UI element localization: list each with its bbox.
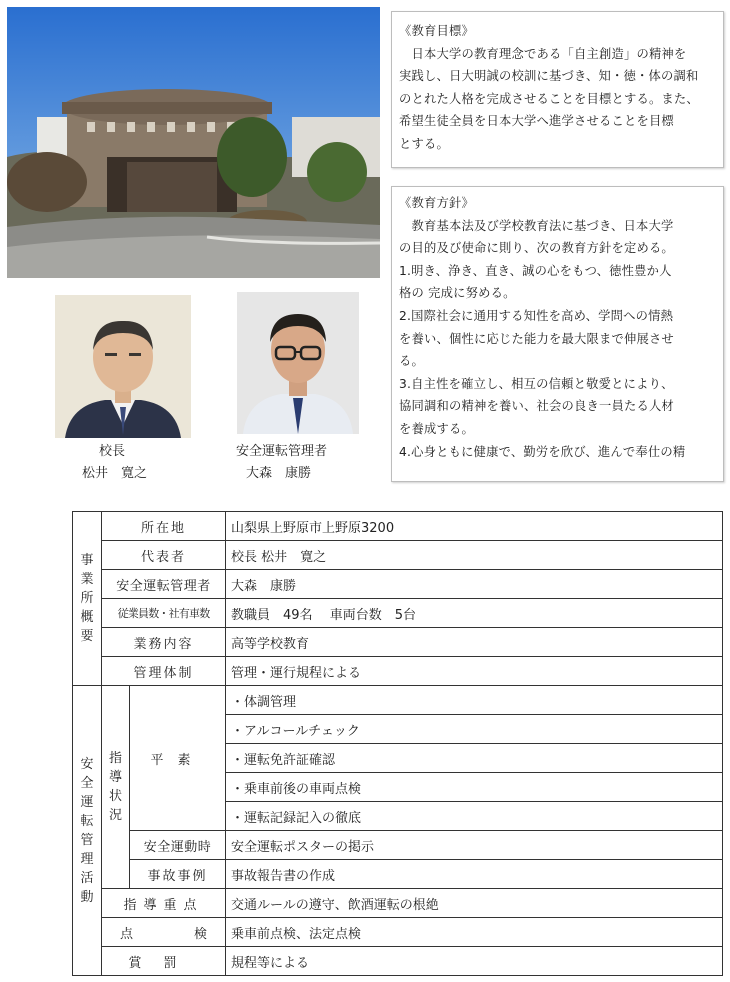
row-label-business: 業務内容 bbox=[102, 628, 226, 657]
table-row bbox=[73, 918, 723, 947]
row-value-representative: 校長 松井 寛之 bbox=[226, 541, 723, 570]
row-label-inspection: 点検 bbox=[102, 918, 226, 947]
table-row bbox=[73, 947, 723, 976]
goal-line: 実践し、日大明誠の校訓に基づき、知・徳・体の調和 bbox=[399, 69, 699, 84]
row-value-reward-punishment: 規程等による bbox=[226, 947, 723, 976]
usual-item: ・アルコールチェック bbox=[226, 715, 723, 744]
table-row bbox=[73, 570, 723, 599]
row-value-accident-case: 事故報告書の作成 bbox=[226, 860, 723, 889]
policy-line: 2.国際社会に通用する知性を高め、学問への情熱 bbox=[399, 308, 674, 323]
policy-line: の目的及び使命に則り、次の教育方針を定める。 bbox=[399, 241, 674, 256]
row-label-safety-week: 安全運動時 bbox=[130, 831, 226, 860]
row-value-management: 管理・運行規程による bbox=[226, 657, 723, 686]
row-label-accident-case: 事故事例 bbox=[130, 860, 226, 889]
usual-item: ・運転免許証確認 bbox=[226, 744, 723, 773]
table-row bbox=[73, 512, 723, 541]
usual-item: ・乗車前後の車両点検 bbox=[226, 773, 723, 802]
policy-line: 4.心身ともに健康で、勤労を欣び、進んで奉仕の精 bbox=[399, 444, 686, 459]
row-label-staff-vehicles: 従業員数・社有車数 bbox=[102, 599, 226, 628]
school-building-photo bbox=[7, 7, 380, 278]
row-label-usual: 平素 bbox=[130, 686, 226, 831]
goal-line: 希望生徒全員を日本大学へ進学させることを目標 bbox=[399, 114, 674, 129]
usual-item: ・運転記録記入の徹底 bbox=[226, 802, 723, 831]
row-label-safety-manager: 安全運転管理者 bbox=[102, 570, 226, 599]
safety-manager-portrait bbox=[237, 292, 359, 434]
policy-line: 格の 完成に努める。 bbox=[399, 286, 516, 301]
table-row bbox=[73, 628, 723, 657]
education-goal-box bbox=[391, 11, 724, 168]
row-value-safety-manager: 大森 康勝 bbox=[226, 570, 723, 599]
principal-portrait bbox=[55, 295, 191, 438]
row-value-location: 山梨県上野原市上野原3200 bbox=[226, 512, 723, 541]
row-value-business: 高等学校教育 bbox=[226, 628, 723, 657]
row-label-guidance-focus: 指導重点 bbox=[102, 889, 226, 918]
goal-line: とする。 bbox=[399, 136, 449, 151]
goal-line: 日本大学の教育理念である「自主創造」の精神を bbox=[399, 46, 687, 61]
row-value-staff-vehicles: 教職員 49名 車両台数 5台 bbox=[226, 599, 723, 628]
table-row bbox=[73, 831, 723, 860]
table-row bbox=[73, 686, 723, 715]
section-business-overview: 事業所概要 bbox=[73, 512, 102, 686]
row-value-inspection: 乗車前点検、法定点検 bbox=[226, 918, 723, 947]
policy-line: る。 bbox=[399, 354, 424, 369]
policy-line: 1.明き、浄き、直き、誠の心をもつ、徳性豊か人 bbox=[399, 263, 672, 278]
row-value-guidance-focus: 交通ルールの遵守、飲酒運転の根絶 bbox=[226, 889, 723, 918]
table-row bbox=[73, 860, 723, 889]
row-label-location: 所在地 bbox=[102, 512, 226, 541]
principal-title: 校長 bbox=[99, 444, 126, 459]
policy-heading: 《教育方針》 bbox=[399, 196, 474, 210]
row-label-reward-punishment: 賞罰 bbox=[102, 947, 226, 976]
manager-title: 安全運転管理者 bbox=[236, 444, 328, 459]
row-label-management: 管理体制 bbox=[102, 657, 226, 686]
subsection-guidance-status: 指導状況 bbox=[102, 686, 130, 889]
row-value-safety-week: 安全運転ポスターの掲示 bbox=[226, 831, 723, 860]
section-safety-activity: 安全運転管理活動 bbox=[73, 686, 102, 976]
table-row bbox=[73, 889, 723, 918]
goal-heading: 《教育目標》 bbox=[399, 24, 474, 38]
table-row bbox=[73, 599, 723, 628]
policy-line: 3.自主性を確立し、相互の信頼と敬愛とにより、 bbox=[399, 376, 674, 391]
policy-line: 協同調和の精神を養い、社会の良き一員たる人材 bbox=[399, 399, 674, 414]
business-info-table bbox=[72, 511, 723, 976]
row-label-representative: 代表者 bbox=[102, 541, 226, 570]
table-row bbox=[73, 541, 723, 570]
policy-line: を養成する。 bbox=[399, 421, 474, 436]
manager-name: 大森 康勝 bbox=[246, 466, 312, 481]
principal-name: 松井 寛之 bbox=[82, 466, 148, 481]
education-policy-box bbox=[391, 186, 724, 482]
policy-line: を養い、個性に応じた能力を最大限まで伸展させ bbox=[399, 331, 674, 346]
policy-line: 教育基本法及び学校教育法に基づき、日本大学 bbox=[399, 218, 674, 233]
goal-line: のとれた人格を完成させることを目標とする。また、 bbox=[399, 91, 699, 106]
usual-item: ・体調管理 bbox=[226, 686, 723, 715]
table-row bbox=[73, 657, 723, 686]
